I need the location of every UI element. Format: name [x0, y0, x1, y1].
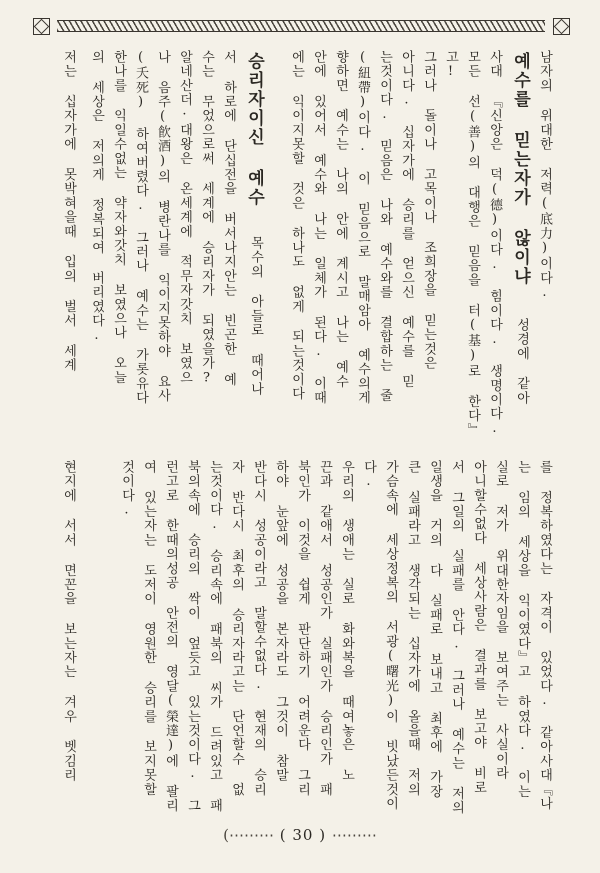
text-column: 그러나 돌이나 고목이나 조희장을 믿는것은	[421, 50, 436, 371]
text-column: 를 정복하였다는 자격이 있었다. 같아사대『나	[537, 460, 552, 811]
text-column: 우리의 생애는 실로 화와복을 때여놓은 노	[339, 460, 354, 783]
text-column: (夭死) 하여버렸다. 그러나 예수는 가롯유다	[133, 50, 148, 405]
text-column: 수는 무었으로써 세계에 승리자가 되였을가?	[199, 50, 214, 387]
text-column: 북인가 이것을 쉽게 판단하기 어려운다 그리	[295, 460, 310, 797]
text-column: 현지에 서서 면꼰을 보는자는 겨우 벳김리	[61, 460, 76, 783]
footer-dotted-rule: ⋯⋯⋯	[331, 826, 377, 844]
text-column: 한나를 익일수없는 약자와갓치 보였으나 오늘	[111, 50, 126, 385]
text-column: 향하면 예수는 나의 안에 계시고 나는 예수	[333, 50, 348, 389]
text-column: 서 그일의 실패를 안다. 그러나 예수는 저의	[449, 460, 464, 815]
text-column: 가슴속에 세상정복의 서광(曙光)이 빗났든것이	[383, 460, 398, 811]
page-number-paren: )	[319, 826, 327, 844]
text-column: 모든 선(善)의 대행은 믿음을 터(基)로 한다』	[465, 50, 480, 438]
diamond-ornament-icon	[33, 18, 50, 35]
text-column: (紐帶)이다. 이 믿음으로 말매암아 예수의게	[355, 50, 370, 405]
text-column: 자 반다시 최후의 승리자라고는 단언할수 없	[229, 460, 244, 797]
text-column: 실로 저가 위대한자임을 보여주는 사실이라	[493, 460, 508, 781]
text-column: 반다시 성공이라고 말할수없다. 현재의 승리	[251, 460, 266, 797]
text-column: 일생을 거의 다 실패로 보내고 최후에 가장	[427, 460, 442, 799]
section-heading: 승리자이신 예수	[244, 52, 264, 207]
footer-dotted-rule: (⋯⋯⋯	[223, 826, 274, 844]
text-column: 는 임의 세상을 익이였다』고 하였다. 이는	[515, 460, 530, 799]
text-column: 사대 『신앙은 덕(德)이다. 힘이다. 생명이다.	[487, 50, 502, 438]
text-column: 저는 십자가에 못박혀을때 입의 벌서 세계	[61, 50, 76, 373]
text-column: 다.	[361, 460, 376, 491]
text-column: 고!	[443, 50, 458, 81]
text-column: 아니할수없다 세상사람은 결과를 보고야 비로	[471, 460, 486, 795]
decorative-header-band	[57, 20, 545, 32]
text-column: 서 하로에 단십전을 버서나지안는 빈곤한 예	[221, 50, 236, 387]
text-column: 는것이다. 믿음은 나와 예수와를 결합하는 줄	[377, 50, 392, 403]
text-column: 알네산더·대왕은 온세계에 적무자갓치 보였으	[177, 50, 192, 385]
text-column: 목수의 아들로 때어나	[248, 236, 263, 397]
text-column: 것이다.	[119, 460, 134, 519]
text-column: 끈과 같애서 성공인가 실패인가 승리인가 패	[317, 460, 332, 797]
text-column: 의 세상은 저의게 정복되여 버리였다.	[89, 50, 104, 344]
text-column: 안에 있어서 예수와 나는 일체가 된다. 이때	[311, 50, 326, 405]
text-column: 성경에 같아	[514, 318, 529, 406]
text-column: 는것이다. 승리속에 패북의 씨가 드려있고 패	[207, 460, 222, 813]
text-column: 아니다. 십자가에 승리를 얻으신 예수를 믿	[399, 50, 414, 389]
text-column: 여 있는자는 도저이 영원한 승리를 보지못할	[141, 460, 156, 797]
page-number: 30	[292, 826, 314, 844]
text-column: 에는 익이지못할 것은 하나도 없게 되는것이다	[289, 50, 304, 401]
section-heading: 예수를 믿는자가 않이냐	[510, 52, 530, 286]
text-column: 런고로 한때의성공 안전의 영달(榮達)에 팔리	[163, 460, 178, 813]
text-column: 큰 실패라고 생각되는 십자가에 올을때 저의	[405, 460, 420, 797]
page-number-paren: (	[279, 826, 287, 844]
text-column: 나 음주(飮酒)의 병란나를 익이지못하야 요사	[155, 50, 170, 403]
text-column: 남자의 위대한 저력(底力)이다.	[537, 50, 552, 302]
page-footer	[0, 826, 600, 844]
text-column: 하야 눈앞에 성공을 본자라도 그것이 참말	[273, 460, 288, 783]
diamond-ornament-icon	[553, 18, 570, 35]
text-column: 북의속에 승리의 싹이 엎듯고 있는것이다. 그	[185, 460, 200, 813]
